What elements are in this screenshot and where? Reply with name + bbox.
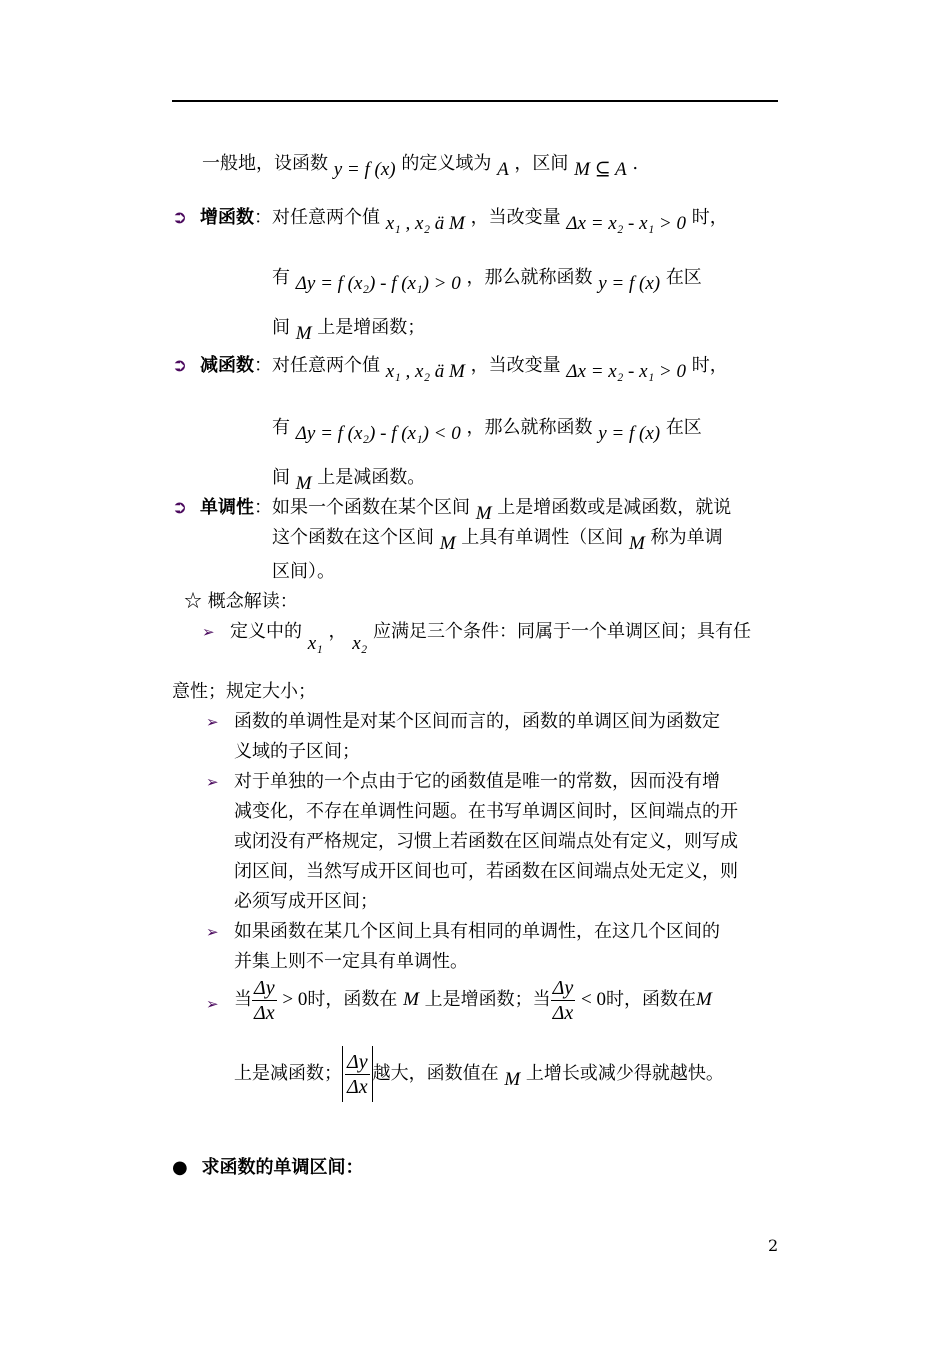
decreasing-label: 减函数 [200,355,254,376]
monotonic-formula-3: M [629,533,645,554]
decreasing-text-2: ，当改变量 [470,355,561,376]
concept-title: 概念解读： [207,591,298,612]
increasing-line-2 [272,266,702,294]
increasing-text-7: 间 [272,317,290,338]
fraction-denominator: Δx [254,1001,275,1024]
intro-interval: M ⊆ A [574,159,627,180]
bullet-3-line-4: 闭区间，当然写成开区间也可，若函数在区间端点处无定义，则 [234,861,738,882]
decreasing-text-8: 上是减函数。 [317,467,426,488]
decreasing-formula-4: y = f (x) [598,423,661,444]
decreasing-text-5: ，那么就称函数 [466,417,593,438]
monotonic-text-2: 上是增函数或是减函数，就说 [497,497,732,518]
section-title: 求函数的单调区间： [201,1157,364,1178]
decreasing-text-4: 有 [272,417,290,438]
circled-arrow-icon: ➲ [172,207,188,228]
fraction-numerator: Δy [254,976,275,999]
increasing-formula-5: M [295,323,312,344]
fraction-dy-dx [252,976,277,1025]
monotonic-line-1 [200,496,732,524]
bullet-1-comma: ， [328,621,347,642]
decreasing-line-3 [272,466,426,494]
monotonic-text-3: 这个函数在这个区间 [272,527,434,548]
increasing-text-1: 对任意两个值 [272,207,380,228]
decreasing-text-7: 间 [272,467,290,488]
monotonic-text-1: 如果一个函数在某个区间 [272,497,470,518]
bullet-1-text-1: 定义中的 [230,621,302,642]
bullet-5-m2: M [695,989,712,1010]
section-heading [172,1156,363,1180]
bullet-5-text-6: 越大，函数值在 [372,1063,499,1084]
increasing-text-5: ，那么就称函数 [466,267,593,288]
bullet-5-line-1 [234,974,712,1026]
bullet-5-text-3: 上是增函数；当 [424,989,551,1010]
circled-arrow-icon: ➲ [172,355,188,376]
fraction-numerator: Δy [347,1050,368,1073]
bullet-1-x2: x₂ [352,633,368,654]
decreasing-line-1 [200,354,728,382]
star-icon: ☆ [184,591,202,612]
decreasing-text-3: 时， [691,355,728,376]
bullet-3-line-1: 对于单独的一个点由于它的函数值是唯一的常数，因而没有增 [234,771,720,792]
triangle-arrow-icon: ➢ [206,995,219,1013]
decreasing-formula-1: x₁ , x₂ ä M [385,361,465,382]
bullet-1-line-1 [230,620,752,654]
decreasing-text-6: 在区 [665,417,702,438]
decreasing-formula-5: M [295,473,312,494]
bullet-dot-icon: ● [172,1157,188,1178]
bullet-1-text-2: 应满足三个条件：同属于一个单调区间；具有任 [373,621,752,642]
fraction-numerator: Δy [552,976,574,999]
bullet-5-compare-2: < 0 [580,989,606,1010]
absolute-value [342,1046,373,1102]
increasing-text-6: 在区 [665,267,702,288]
circled-arrow-icon: ➲ [172,497,188,518]
bullet-5-line-2 [234,1046,724,1102]
triangle-arrow-icon: ➢ [206,923,219,941]
monotonic-line-2 [272,526,723,554]
page-number: 2 [768,1236,779,1255]
decreasing-formula-2: Δx = x₂ - x₁ > 0 [566,361,686,382]
decreasing-formula-3: Δy = f (x₂) - f (x₁) < 0 [295,423,461,444]
increasing-formula-1: x₁ , x₂ ä M [385,213,465,234]
fraction-denominator: Δx [552,1001,574,1024]
increasing-formula-2: Δx = x₂ - x₁ > 0 [566,213,686,234]
bullet-3-line-5: 必须写成开区间； [234,891,378,912]
monotonic-text-6: 区间）。 [272,561,335,582]
triangle-arrow-icon: ➢ [206,713,219,731]
increasing-formula-4: y = f (x) [598,273,661,294]
monotonic-label: 单调性 [200,497,254,518]
increasing-text-3: 时， [691,207,728,228]
monotonic-text-5: 称为单调 [650,527,723,548]
monotonic-line-3 [272,560,335,584]
bullet-5-text-4: 时，函数在 [605,989,696,1010]
increasing-line-3 [272,316,426,344]
fraction-dy-dx [345,1050,370,1099]
monotonic-colon: ： [254,497,272,518]
monotonic-formula-2: M [439,533,456,554]
intro-text-3: ，区间 [514,153,569,174]
bullet-5-text-1: 当 [234,989,252,1010]
increasing-label: 增函数 [200,207,254,228]
bullet-5-m1: M [403,989,419,1010]
bullet-5-text-5: 上是减函数； [234,1063,342,1084]
monotonic-formula-1: M [475,503,492,524]
bullet-4-line-1: 如果函数在某几个区间上具有相同的单调性，在这几个区间的 [234,921,720,942]
bullet-1-x1: x₁ [307,633,323,654]
triangle-arrow-icon: ➢ [202,623,215,641]
fraction-dy-dx [551,976,576,1025]
bullet-4-line-2: 并集上则不一定具有单调性。 [234,951,468,972]
increasing-text-2: ，当改变量 [470,207,561,228]
bullet-1-text-3: 意性；规定大小； [172,681,316,702]
bullet-3-line-3: 或闭没有严格规定，习惯上若函数在区间端点处有定义，则写成 [234,831,738,852]
monotonic-text-4: 上具有单调性（区间 [461,527,624,548]
triangle-arrow-icon: ➢ [206,773,219,791]
increasing-text-8: 上是增函数； [317,317,426,338]
bullet-5-m3: M [504,1069,521,1090]
bullet-5-text-7: 上增长或减少得就越快。 [525,1063,724,1084]
bullet-1-line-2 [172,680,316,704]
header-rule [172,100,778,102]
increasing-formula-3: Δy = f (x₂) - f (x₁) > 0 [295,273,461,294]
bullet-5-text-2: 时，函数在 [307,989,398,1010]
intro-text-1: 一般地，设函数 [202,153,328,174]
fraction-denominator: Δx [347,1075,368,1098]
bullet-3-line-2: 减变化，不存在单调性问题。在书写单调区间时，区间端点的开 [234,801,738,822]
increasing-colon: ： [254,207,272,228]
decreasing-colon: ： [254,355,272,376]
increasing-text-4: 有 [272,267,290,288]
decreasing-line-2 [272,416,702,444]
intro-text-4: . [632,153,639,174]
bullet-5-compare-1: > 0 [282,989,308,1010]
intro-text-2: 的定义域为 [401,153,492,174]
intro-function: y = f (x) [333,159,396,180]
intro-domain: A [497,159,509,180]
intro-line [202,152,639,180]
decreasing-text-1: 对任意两个值 [272,355,380,376]
bullet-2-line-2: 义域的子区间； [234,741,360,762]
bullet-2-line-1: 函数的单调性是对某个区间而言的，函数的单调区间为函数定 [234,711,720,732]
increasing-line-1 [200,206,728,234]
concept-heading [184,590,298,614]
